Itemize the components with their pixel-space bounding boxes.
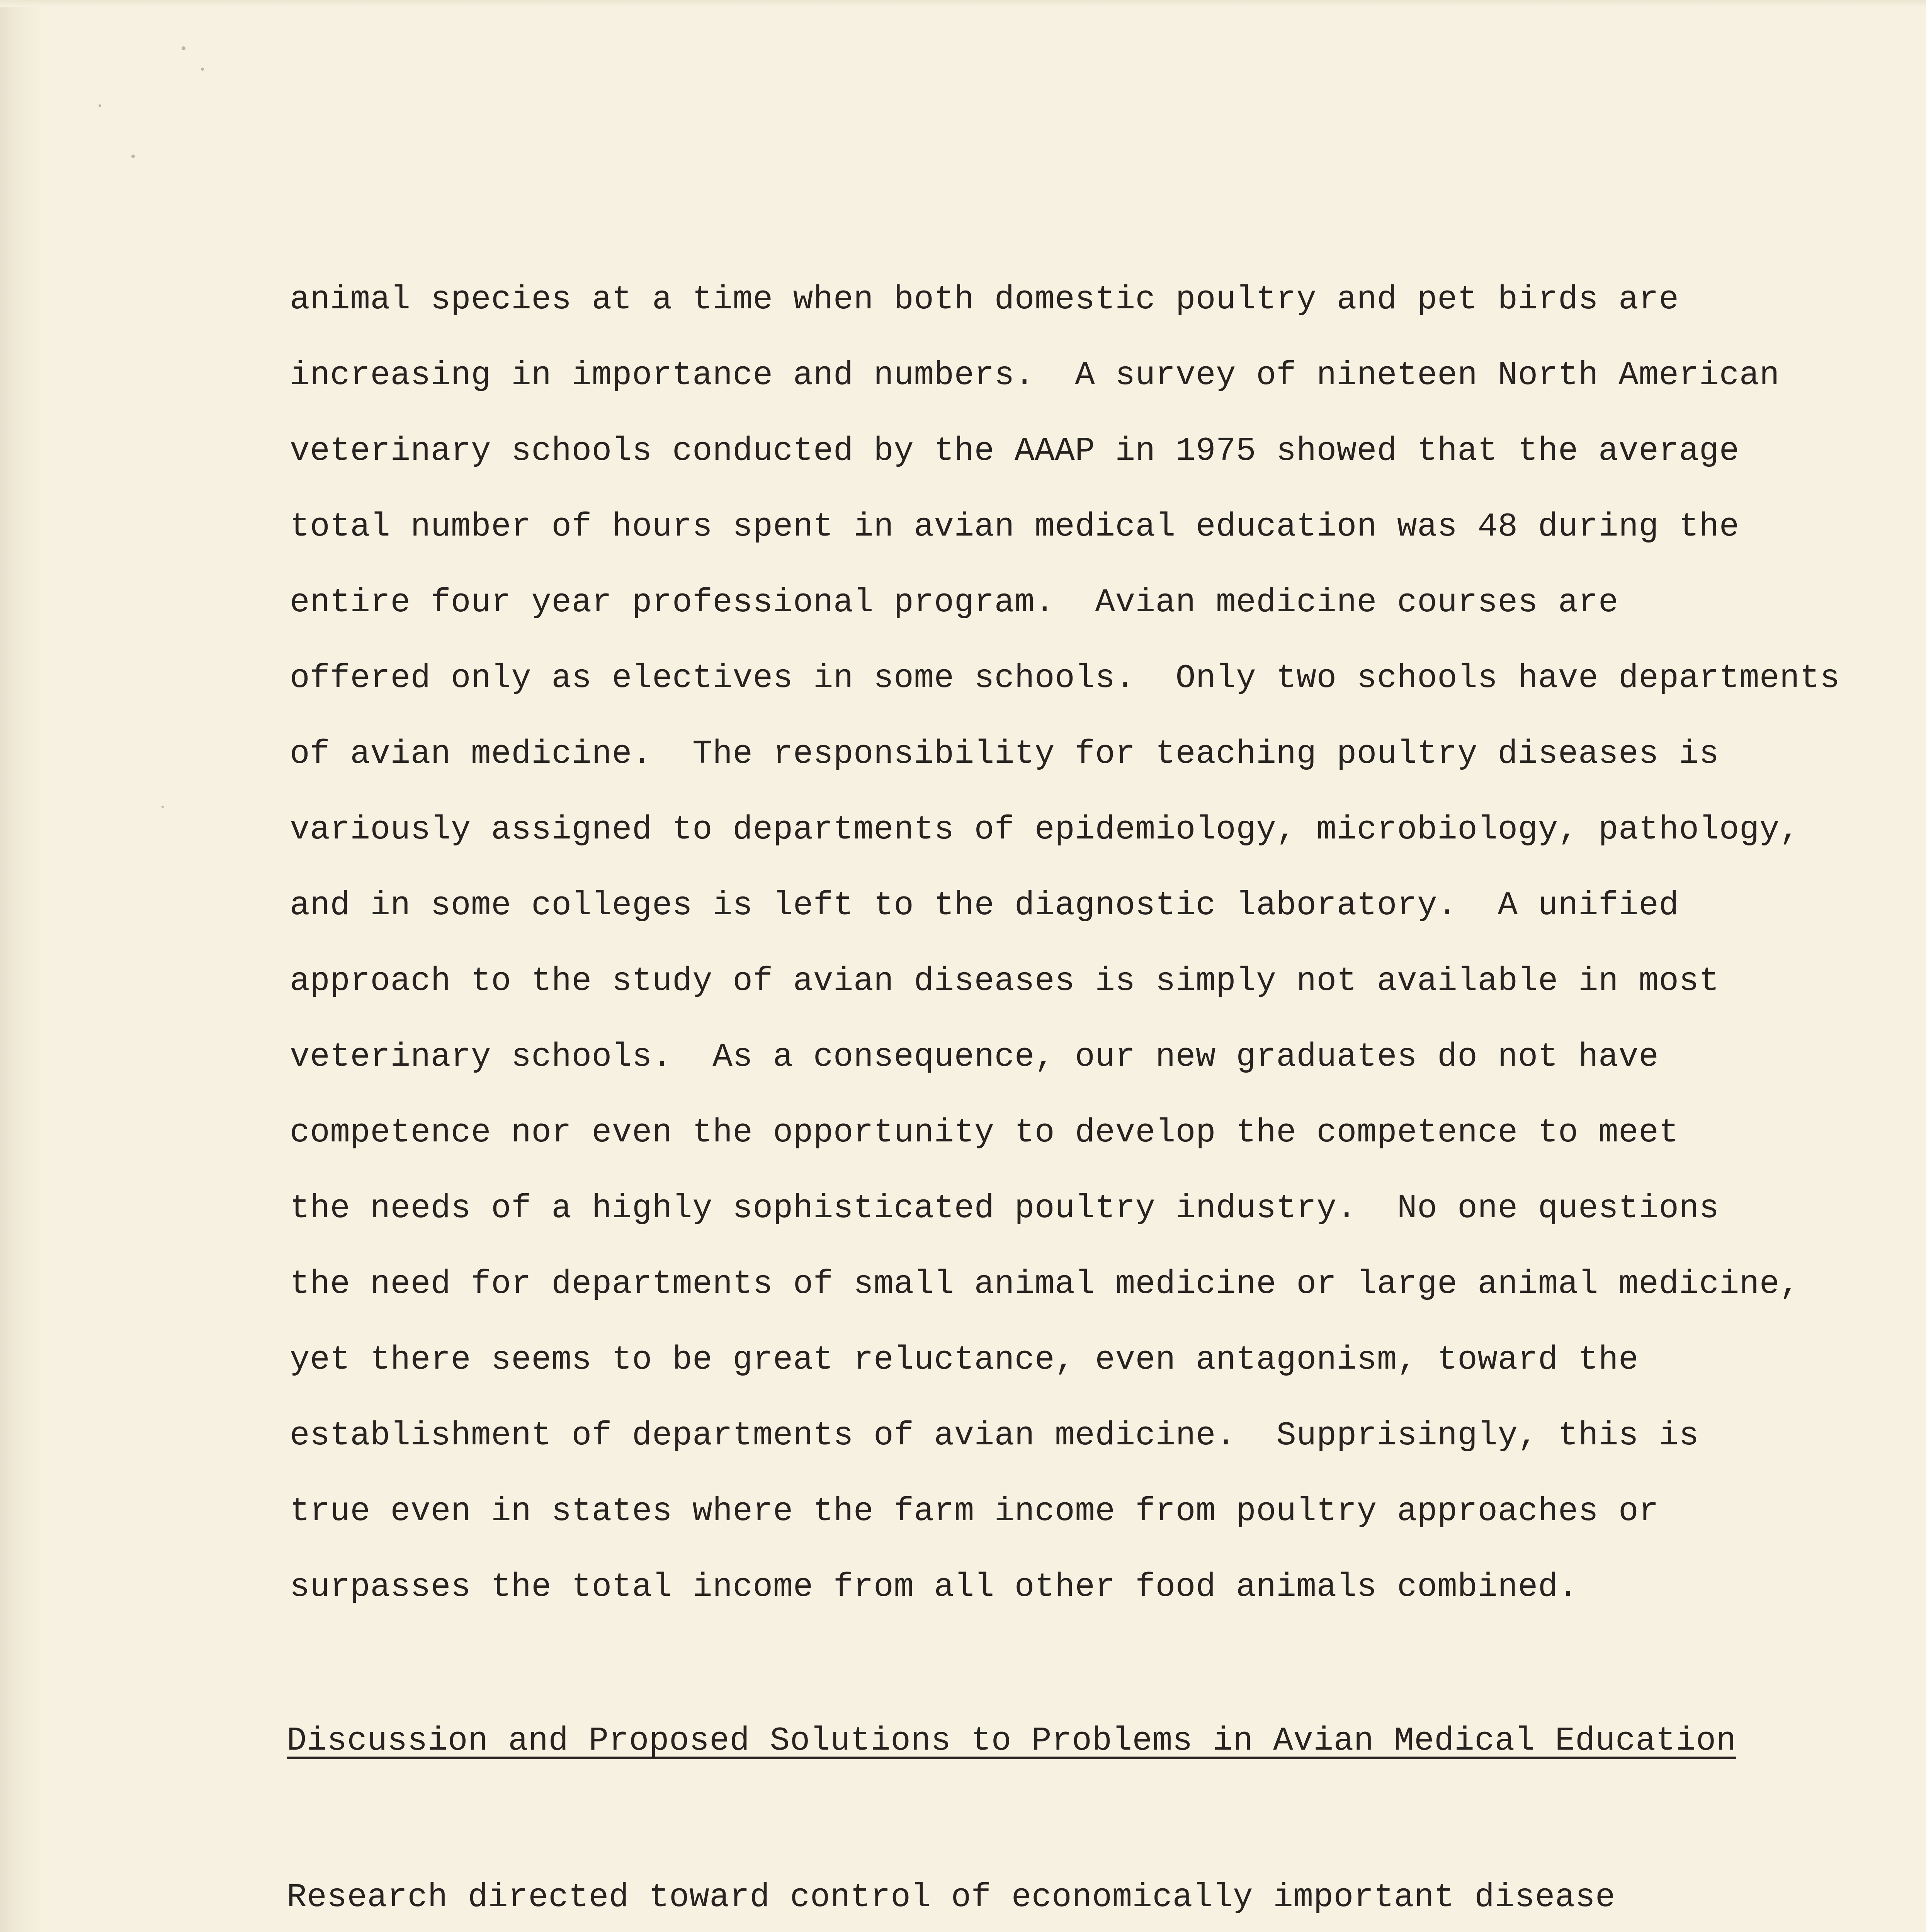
text-line: veterinary schools conducted by the AAAP in 1975 showed that the average [290, 432, 1739, 470]
text-line: entire four year professional program. Avian medicine courses are [290, 583, 1619, 621]
text-line: the need for departments of small animal medicine or large animal medicine, [290, 1265, 1800, 1303]
paper-speck [99, 104, 101, 107]
text-line: variously assigned to departments of epidemiology, microbiology, pathology, [290, 811, 1800, 849]
text-line: approach to the study of avian diseases is simply not available in most [290, 962, 1719, 1000]
text-line: true even in states where the farm income from poultry approaches or [290, 1492, 1659, 1530]
text-line: surpasses the total income from all other food animals combined. [290, 1568, 1578, 1606]
text-line: yet there seems to be great reluctance, even antagonism, toward the [290, 1341, 1639, 1379]
text-line: veterinary schools. As a consequence, our new graduates do not have [290, 1038, 1659, 1076]
section-heading: Discussion and Proposed Solutions to Problems in Avian Medical Education [287, 1722, 1736, 1760]
text-line: increasing in importance and numbers. A survey of nineteen North American [290, 356, 1780, 394]
text-line: establishment of departments of avian medicine. Supprisingly, this is [290, 1417, 1699, 1454]
paper-speck [161, 806, 164, 808]
text-line: the needs of a highly sophisticated poultry industry. No one questions [290, 1189, 1719, 1227]
text-line: animal species at a time when both domestic poultry and pet birds are [290, 281, 1679, 318]
page-top-edge [0, 0, 1926, 7]
text-line: Research directed toward control of economically important disease [287, 1878, 1616, 1916]
text-line: competence nor even the opportunity to develop the competence to meet [290, 1114, 1679, 1151]
paper-speck [131, 155, 135, 158]
text-line: and in some colleges is left to the diagnostic laboratory. A unified [290, 886, 1679, 924]
paper-speck [201, 68, 204, 71]
paper-speck [182, 46, 185, 50]
text-line: of avian medicine. The responsibility for teaching poultry diseases is [290, 735, 1719, 773]
text-line: offered only as electives in some schools. Only two schools have departments [290, 659, 1840, 697]
text-line: total number of hours spent in avian medical education was 48 during the [290, 508, 1739, 546]
